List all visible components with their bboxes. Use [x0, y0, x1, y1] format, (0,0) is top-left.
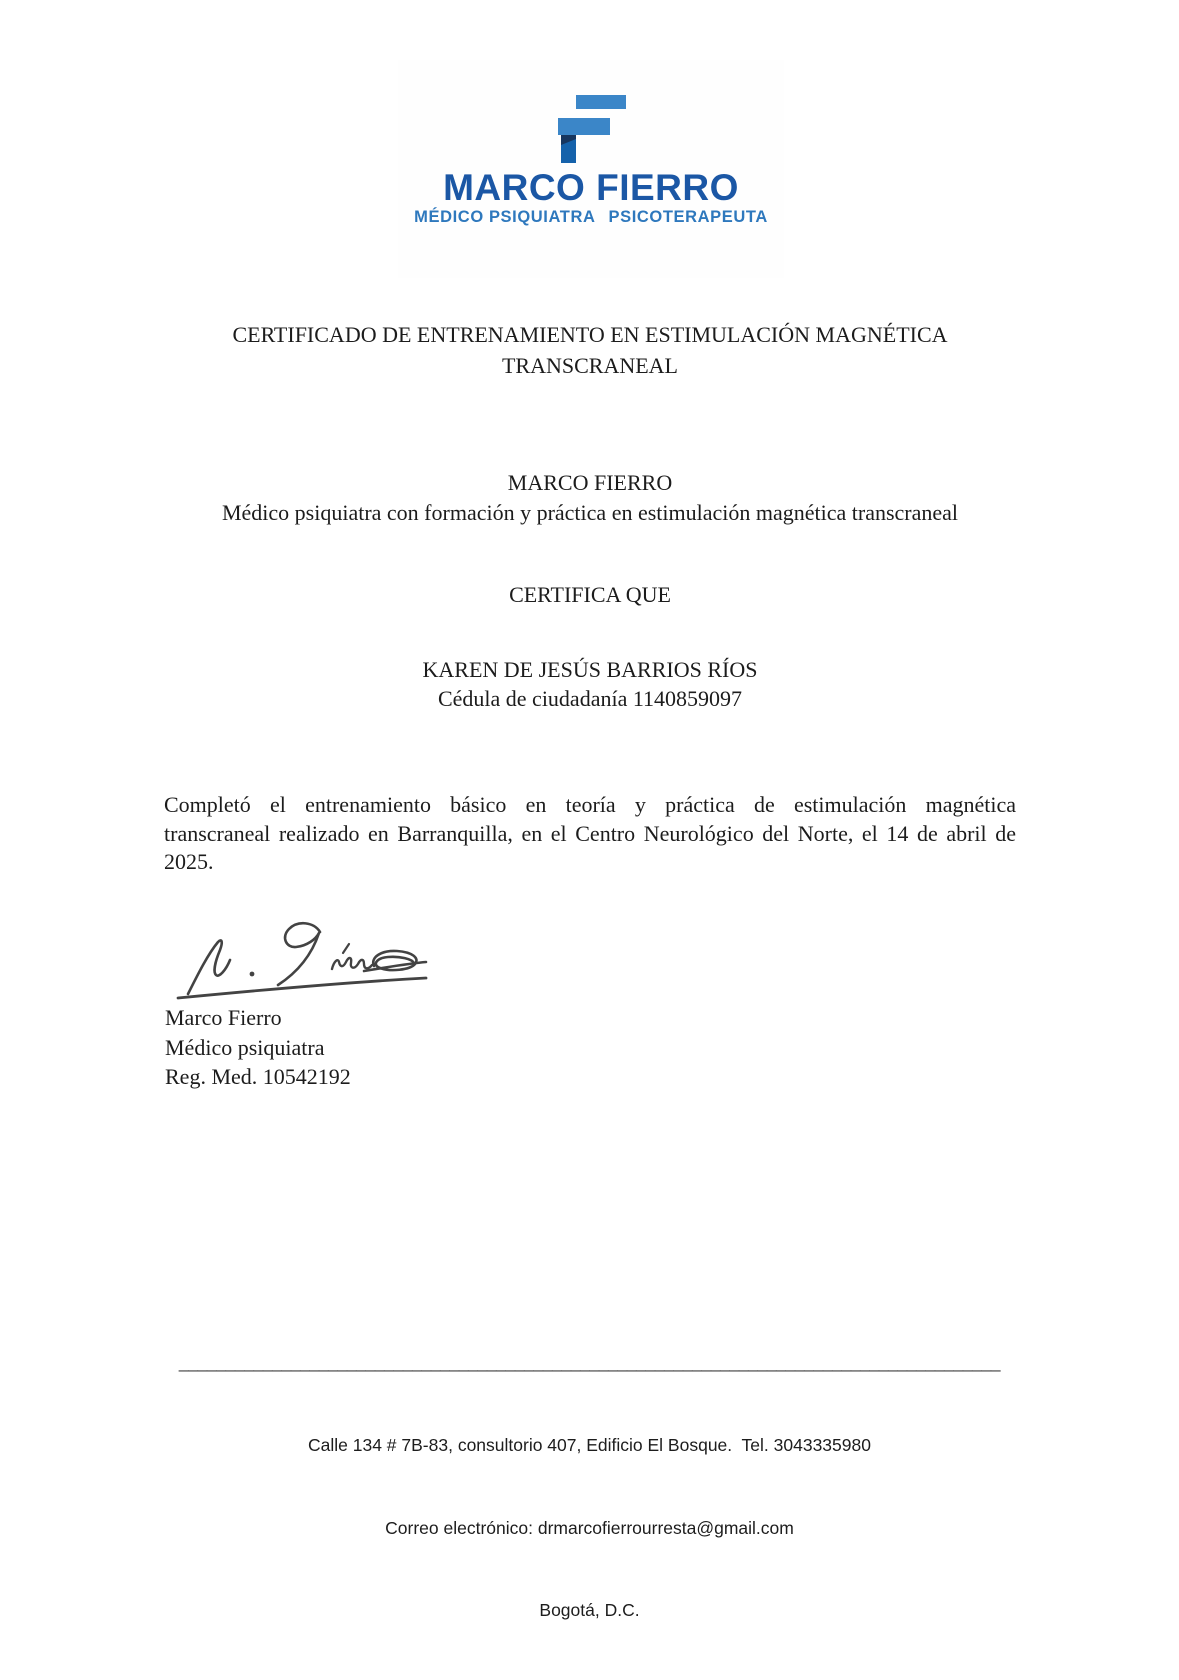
certificate-title-line2: TRANSCRANEAL — [501, 353, 678, 378]
footer — [0, 1377, 1179, 1680]
issuer-description: Médico psiquiatra con formación y práctica en estimulación magnética transcraneal — [221, 499, 959, 525]
recipient-id: Cédula de ciudadanía 1140859097 — [437, 685, 743, 711]
recipient-section — [164, 656, 1016, 713]
logo-subtitle — [398, 207, 784, 227]
certificate-title-line1: CERTIFICADO DE ENTRENAMIENTO EN ESTIMULACIÓN MAGNÉTICA — [232, 322, 948, 347]
body-line: 2025. — [164, 849, 214, 874]
certifies-label: CERTIFICA QUE — [509, 582, 671, 607]
body-line: Completó el entrenamiento básico en teoría y práctica de estimulación magnética — [164, 792, 1016, 817]
signature-image — [160, 912, 440, 1007]
signer-section — [165, 1003, 665, 1092]
signer-title: Médico psiquiatra — [165, 1034, 325, 1060]
logo-f-mark-icon — [558, 95, 626, 163]
footer-email: Correo electrónico: drmarcofierrourresta@gmail.com — [385, 1517, 794, 1538]
issuer-name: MARCO FIERRO — [507, 470, 673, 495]
footer-address: Calle 134 # 7B-83, consultorio 407, Edificio El Bosque. Tel. 3043335980 — [308, 1435, 871, 1455]
certificate-body — [164, 791, 1016, 877]
footer-divider: ________________________________________________________________________________________ — [178, 1352, 1001, 1372]
issuer-section — [164, 468, 1016, 527]
logo-subtitle-left: MÉDICO PSIQUIATRA — [414, 208, 596, 226]
logo-brand-name: MARCO FIERRO — [443, 167, 739, 208]
certificate-title — [164, 319, 1016, 381]
body-line: transcraneal realizado en Barranquilla, en el Centro Neurológico del Norte, el 14 de abril de — [164, 820, 1016, 846]
signer-registration: Reg. Med. 10542192 — [165, 1064, 351, 1089]
recipient-name: KAREN DE JESÚS BARRIOS RÍOS — [422, 657, 758, 682]
footer-city: Bogotá, D.C. — [539, 1600, 640, 1620]
logo-subtitle-right: PSICOTERAPEUTA — [608, 208, 768, 226]
logo — [398, 60, 784, 278]
signer-name: Marco Fierro — [165, 1005, 282, 1030]
